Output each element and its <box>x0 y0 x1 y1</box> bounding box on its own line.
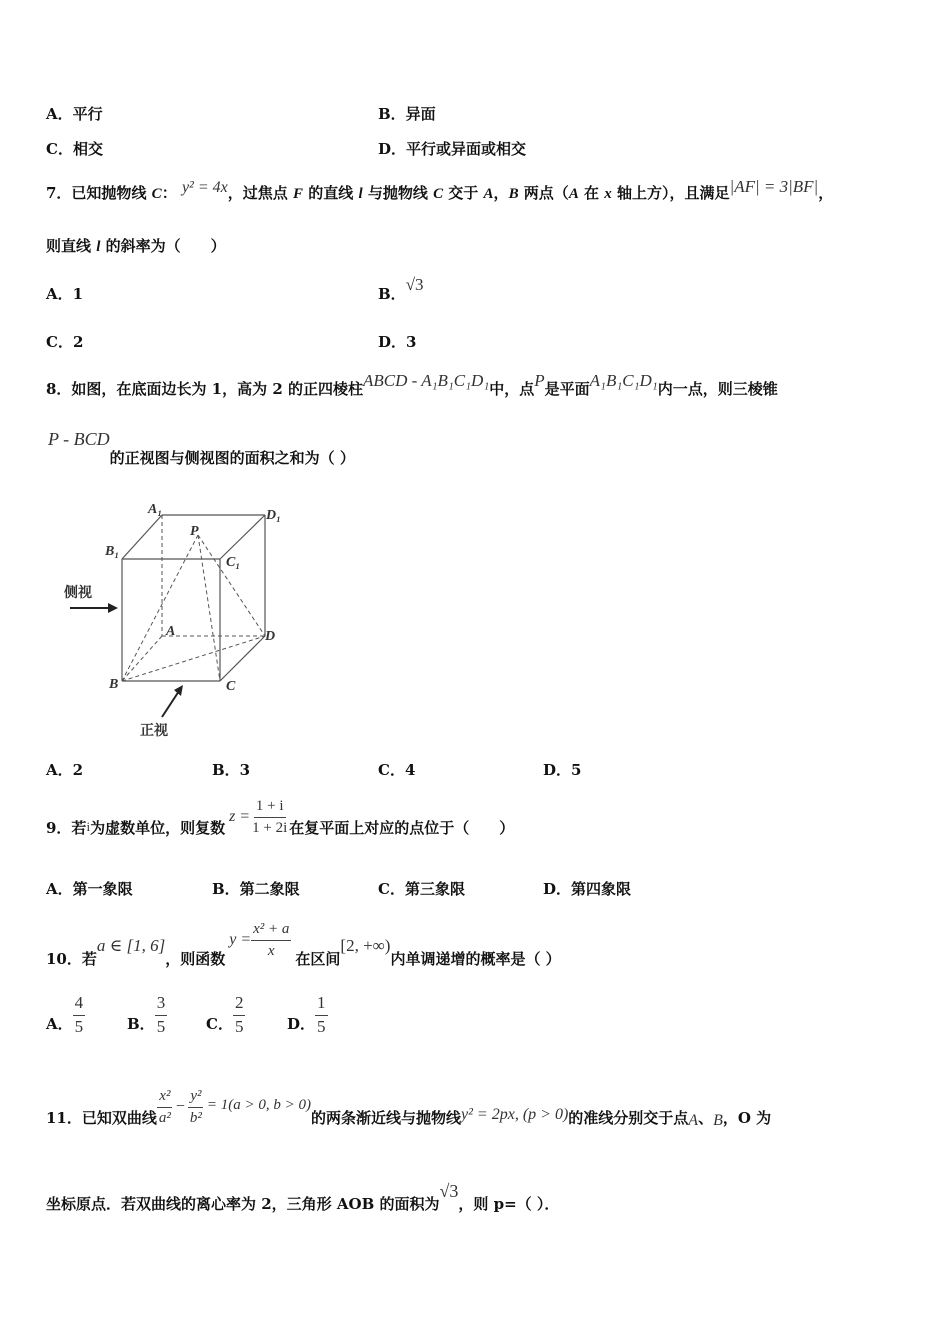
q7-stem-line1: 7．已知抛物线 C： y² = 4x，过焦点 F 的直线 l 与抛物线 C 交于 A，B 两点（A 在 x 轴上方），且满足|AF| = 3|BF|， <box>46 177 834 202</box>
label-a: A <box>166 624 176 639</box>
q6-option-c: C．相交 <box>46 140 103 158</box>
q10-fraction: $\frac{\text{x² + a}}{x}$ <box>253 921 290 959</box>
q10-stem: 10．若 a ∈ [1, 6] ，则函数 y = $\frac{\text{x² + a}}{x}$ 在区间 [2, +∞) 内单调递增的概率是（ ） <box>46 921 561 968</box>
q9-option-b: B．第二象限 <box>212 880 300 898</box>
q7-option-a: A．1 <box>46 285 84 303</box>
label-c: C <box>226 679 236 694</box>
q7-condition: |AF| = 3|BF| <box>729 177 819 196</box>
q10-options <box>46 994 328 1036</box>
label-c1: C₁ <box>226 555 241 570</box>
q8-pyramid-name: P - BCD <box>48 429 110 449</box>
q8-stem-line1: 8．如图，在底面边长为 1，高为 2 的正四棱柱ABCD - A₁B₁C₁D₁中，点P是平面A₁B₁C₁D₁内一点，则三棱锥 <box>46 371 778 398</box>
q8-option-a: A．2 <box>46 761 84 779</box>
q8-stem-line2: P - BCD的正视图与侧视图的面积之和为（ ） <box>48 429 355 467</box>
q7-option-c: C．2 <box>46 333 84 351</box>
front-view-label: 正视 <box>140 724 168 739</box>
q7-parabola-equation: y² = 4x <box>181 179 228 196</box>
q7-option-d: D．3 <box>378 333 417 351</box>
q10-option-d: D． $\frac{1}{5}$ <box>287 993 326 1036</box>
label-b: B <box>109 677 119 692</box>
q10-option-c: C． $\frac{2}{5}$ <box>206 993 244 1036</box>
q8-option-d: D．5 <box>543 761 582 779</box>
q9-option-d: D．第四象限 <box>543 880 632 898</box>
front-view-arrow <box>162 691 179 717</box>
label-a1: A₁ <box>148 502 163 517</box>
q6-option-b: B．异面 <box>378 105 436 123</box>
q7-stem-line2: 则直线 l 的斜率为（ ） <box>46 237 226 255</box>
label-b1: B₁ <box>105 544 120 559</box>
q7-option-b: B．√3 <box>378 275 424 303</box>
q10-interval: [2, +∞) <box>340 936 391 955</box>
q8-prism-figure <box>56 495 296 745</box>
side-view-label: 侧视 <box>64 586 92 601</box>
q8-prism-name: ABCD - A₁B₁C₁D₁ <box>362 371 490 390</box>
q10-condition: a ∈ [1, 6] <box>96 936 166 955</box>
q8-option-c: C．4 <box>378 761 416 779</box>
q10-option-a: A． $\frac{4}{5}$ <box>46 993 84 1036</box>
label-d: D <box>265 629 276 644</box>
label-d1: D₁ <box>266 508 281 523</box>
q9-fraction: $\frac{1 + i}{1 + 2i}$ <box>252 798 288 836</box>
q9-option-c: C．第三象限 <box>378 880 465 898</box>
label-p: P <box>190 524 199 539</box>
q9-option-a: A．第一象限 <box>46 880 133 898</box>
q8-plane-name: A₁B₁C₁D₁ <box>589 371 658 390</box>
q6-option-d: D．平行或异面或相交 <box>378 140 527 158</box>
q8-option-b: B．3 <box>212 761 251 779</box>
q10-option-b: B． $\frac{3}{5}$ <box>127 993 166 1036</box>
q9-stem: 9．若 i 为虚数单位，则复数 z = $\frac{1 + i}{1 + 2i}$ 在复平面上对应的点位于（ ） <box>46 798 515 837</box>
q11-stem-line2: 坐标原点．若双曲线的离心率为 2，三角形 AOB 的面积为√3，则 p=（ ）． <box>46 1181 560 1213</box>
q11-parabola: y² = 2px, (p > 0) <box>461 1106 569 1123</box>
q11-stem-line1: 11．已知双曲线 $\frac{\text{x²}}{\text{a²}}$ − $\frac{\text{y²}}{\text{b²}}$ = 1(a > 0, b > 0) 的两条渐近线与抛物线 y² = 2px, (p > 0) 的准线分别交于点 A 、 B ，O 为 <box>46 1088 772 1129</box>
q6-option-a: A．平行 <box>46 105 103 123</box>
